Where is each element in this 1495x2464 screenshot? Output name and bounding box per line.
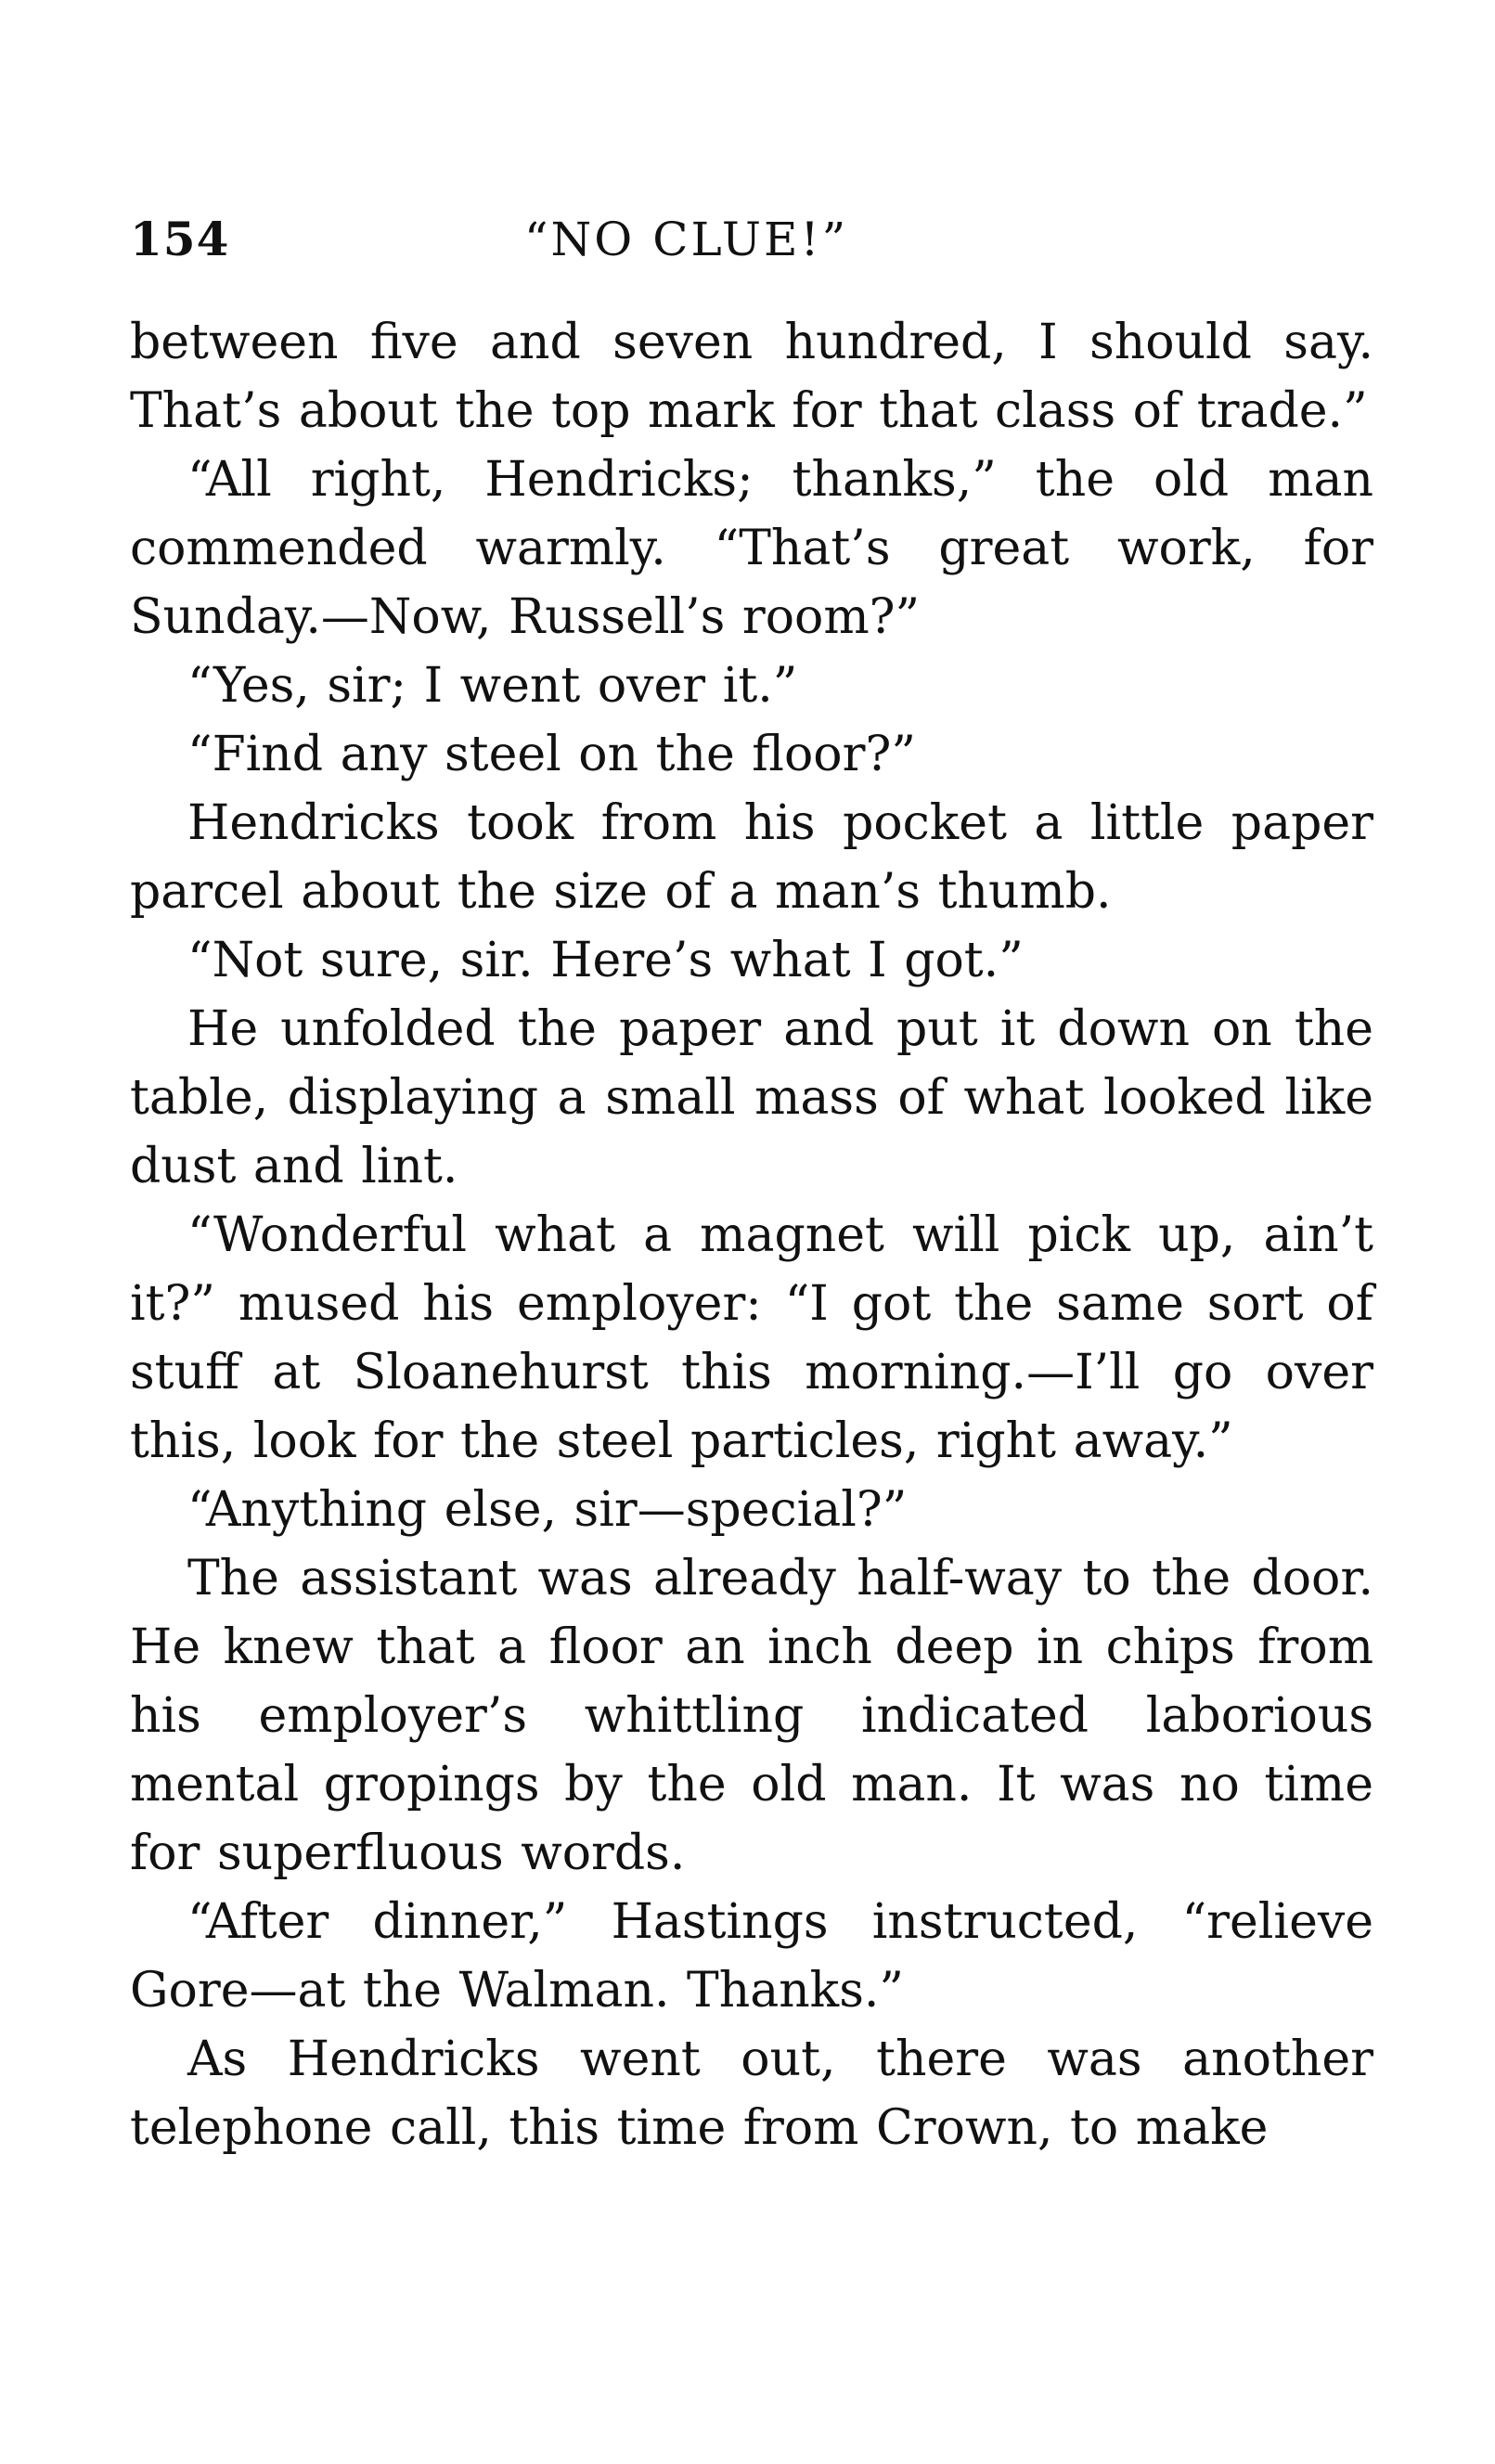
paragraph: “Not sure, sir. Here’s what I got.” bbox=[187, 933, 1024, 988]
paragraph: He unfolded the paper and put it down on the table, displaying a small mass of what looked like dust and lint. bbox=[130, 1001, 1373, 1194]
paragraph: between five and seven hundred, I should say. That’s about the top mark for that class of trade.” bbox=[130, 315, 1373, 439]
paragraph: “Find any steel on the floor?” bbox=[187, 727, 916, 782]
paragraph: “After dinner,” Hastings instructed, “relieve Gore—at the Walman. Thanks.” bbox=[130, 1894, 1373, 2019]
paragraph: “Anything else, sir—special?” bbox=[187, 1482, 908, 1538]
page-number: 154 bbox=[130, 212, 230, 266]
paragraph: “Wonderful what a magnet will pick up, ain’t it?” mused his employer: “I got the same sort of stuff at Sloanehurst this morning.—I’ll go over this, look for the steel particles, right away.” bbox=[130, 1207, 1373, 1469]
body-text bbox=[130, 308, 1373, 2162]
running-title: “NO CLUE!” bbox=[524, 213, 849, 266]
paragraph: “All right, Hendricks; thanks,” the old man commended warmly. “That’s great work, for Sunday.—Now, Russell’s room?” bbox=[130, 452, 1373, 645]
paragraph: The assistant was already half-way to the door. He knew that a floor an inch deep in chips from his employer’s whittling indicated laborious mental gropings by the old man. It was no time for superfluous words. bbox=[130, 1551, 1373, 1881]
paragraph: As Hendricks went out, there was another telephone call, this time from Crown, to make bbox=[130, 2032, 1373, 2156]
page-header bbox=[130, 212, 1373, 277]
paragraph: Hendricks took from his pocket a little paper parcel about the size of a man’s thumb. bbox=[130, 795, 1373, 920]
paragraph: “Yes, sir; I went over it.” bbox=[187, 658, 798, 714]
